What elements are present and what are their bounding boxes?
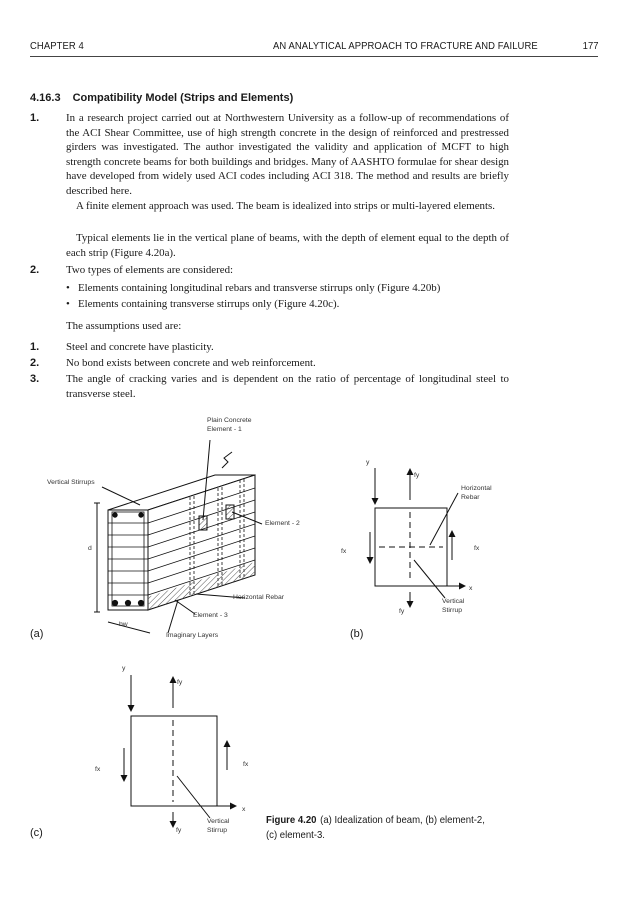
list-number: 2. [30,264,40,276]
fx-left-label: fx [341,548,347,555]
depth-label: d [88,545,92,552]
vertical-label: Vertical [207,818,230,825]
paragraph-text: Steel and concrete have plasticity. [66,341,214,353]
panel-b-element-2 [370,468,464,606]
chapter-label: CHAPTER 4 [30,40,84,52]
list-number: 1. [30,341,40,353]
vertical-stirrups-label: Vertical Stirrups [47,479,95,486]
vertical-label: Vertical [442,598,465,605]
figure-caption [266,813,496,843]
paragraph-text: A finite element approach was used. The beam is idealized into strips or multi-layered elements. [76,200,495,212]
plain-concrete-label: Plain Concrete [207,417,252,424]
list-number: 1. [30,112,40,124]
x-axis-label: x [469,585,473,592]
horizontal-label: Horizontal [461,485,492,492]
paragraph-text: Two types of elements are considered: [66,264,234,276]
list-number: 2. [30,357,40,369]
web-width-label: bw [119,621,128,628]
paragraph-text: No bond exists between concrete and web reinforcement. [66,357,316,369]
fx-right-label: fx [243,761,249,768]
y-axis-label: y [122,665,126,672]
list-number: 3. [30,373,40,385]
y-axis-label: y [366,459,370,466]
paragraph-text: The angle of cracking varies and is dependent on the ratio of percentage of longitudinal steel to transverse steel. [66,373,509,400]
chapter-title: AN ANALYTICAL APPROACH TO FRACTURE AND FAILURE [273,40,538,52]
fy-top-label: fy [414,472,420,479]
panel-b-label: (b) [350,628,364,640]
page-number: 177 [582,40,599,52]
panel-c-element-3 [124,675,235,826]
panel-c-label: (c) [30,827,43,839]
fx-left-label: fx [95,766,101,773]
section-title: Compatibility Model (Strips and Elements) [72,92,294,104]
stirrup-label: Stirrup [442,607,463,614]
imaginary-layers-label: Imaginary Layers [166,632,219,639]
panel-a-label: (a) [30,628,44,640]
figure-caption-label: Figure 4.20 [266,815,317,826]
x-axis-label: x [242,806,246,813]
fx-right-label: fx [474,545,480,552]
element-2-label: Element - 2 [265,520,300,527]
fy-bottom-label: fy [176,827,182,834]
panel-a-beam [94,440,262,633]
assumptions-intro: The assumptions used are: [66,320,182,332]
fy-top-label: fy [177,679,183,686]
horizontal-rebar-label: Horizontal Rebar [233,594,284,601]
paragraph-text: In a research project carried out at Northwestern University as a follow-up of recommendations of the ACI Shear Committee, use of high strength concrete in the design of reinforced and prestressed girders was investigated. The author investigated the validity and application of MCFT to high strength concrete beams for both buildings and bridges. Many of AASHTO formulae for shear design have developed from widely used ACI codes including ACI 318. The method and results are briefly described here. [66,112,509,197]
element-1-label: Element - 1 [207,426,242,433]
section-number: 4.16.3 [30,92,61,104]
rebar-label: Rebar [461,494,480,501]
figure-caption-text: (a) Idealization of beam, (b) element-2, (c) element-3. [266,815,485,841]
paragraph-text: Typical elements lie in the vertical plane of beams, with the depth of element equal to the depth of each strip (Figure 4.20a). [66,232,509,259]
fy-bottom-label: fy [399,608,405,615]
bullet-item: • Elements containing longitudinal rebars and transverse stirrups only (Figure 4.20b) [78,281,440,296]
element-3-label: Element - 3 [193,612,228,619]
stirrup-label: Stirrup [207,827,228,834]
bullet-item: • Elements containing transverse stirrups only (Figure 4.20c). [78,297,339,312]
